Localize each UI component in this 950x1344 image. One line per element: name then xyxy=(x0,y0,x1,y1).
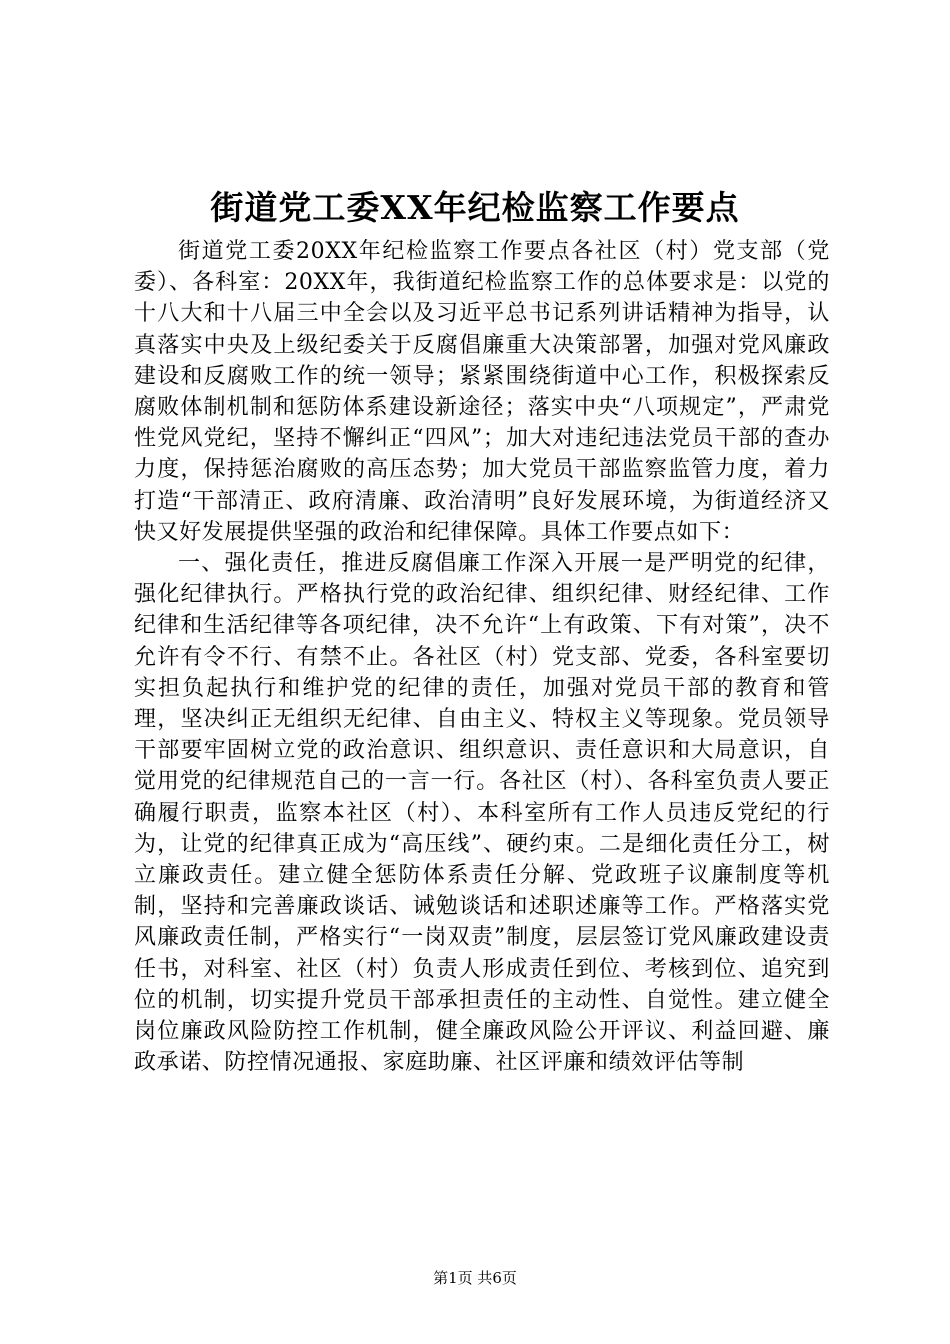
paragraph-intro: 街道党工委20XX年纪检监察工作要点各社区（村）党支部（党委）、各科室：20XX年，我街道纪检监察工作的总体要求是：以党的十八大和十八届三中全会以及习近平总书记系列讲话精神为指导，认真落实中央及上级纪委关于反腐倡廉重大决策部署，加强对党风廉政建设和反腐败工作的统一领导；紧紧围绕街道中心工作，积极探索反腐败体制机制和惩防体系建设新途径；落实中央“八项规定”，严肃党性党风党纪，坚持不懈纠正“四风”；加大对违纪违法党员干部的查办力度，保持惩治腐败的高压态势；加大党员干部监察监管力度，着力打造“干部清正、政府清廉、政治清明”良好发展环境，为街道经济又快又好发展提供坚强的政治和纪律保障。具体工作要点如下： xyxy=(134,239,830,545)
paragraph-section-one: 一、强化责任，推进反腐倡廉工作深入开展一是严明党的纪律，强化纪律执行。严格执行党的政治纪律、组织纪律、财经纪律、工作纪律和生活纪律等各项纪律，决不允许“上有政策、下有对策”，决不允许有令不行、有禁不止。各社区（村）党支部、党委，各科室要切实担负起执行和维护党的纪律的责任，加强对党员干部的教育和管理，坚决纠正无组织无纪律、自由主义、特权主义等现象。党员领导干部要牢固树立党的政治意识、组织意识、责任意识和大局意识，自觉用党的纪律规范自己的一言一行。各社区（村）、各科室负责人要正确履行职责，监察本社区（村）、本科室所有工作人员违反党纪的行为，让党的纪律真正成为“高压线”、硬约束。二是细化责任分工，树立廉政责任。建立健全惩防体系责任分解、党政班子议廉制度等机制，坚持和完善廉政谈话、诫勉谈话和述职述廉等工作。严格落实党风廉政责任制，严格实行“一岗双责”制度，层层签订党风廉政建设责任书，对科室、社区（村）负责人形成责任到位、考核到位、追究到位的机制，切实提升党员干部承担责任的主动性、自觉性。建立健全岗位廉政风险防控工作机制，健全廉政风险公开评议、利益回避、廉政承诺、防控情况通报、家庭助廉、社区评廉和绩效评估等制 xyxy=(134,551,830,1076)
document-body xyxy=(134,236,830,1078)
document-title: 街道党工委XX年纪检监察工作要点 xyxy=(210,188,740,227)
page-footer: 第1页 共6页 xyxy=(433,1269,517,1287)
